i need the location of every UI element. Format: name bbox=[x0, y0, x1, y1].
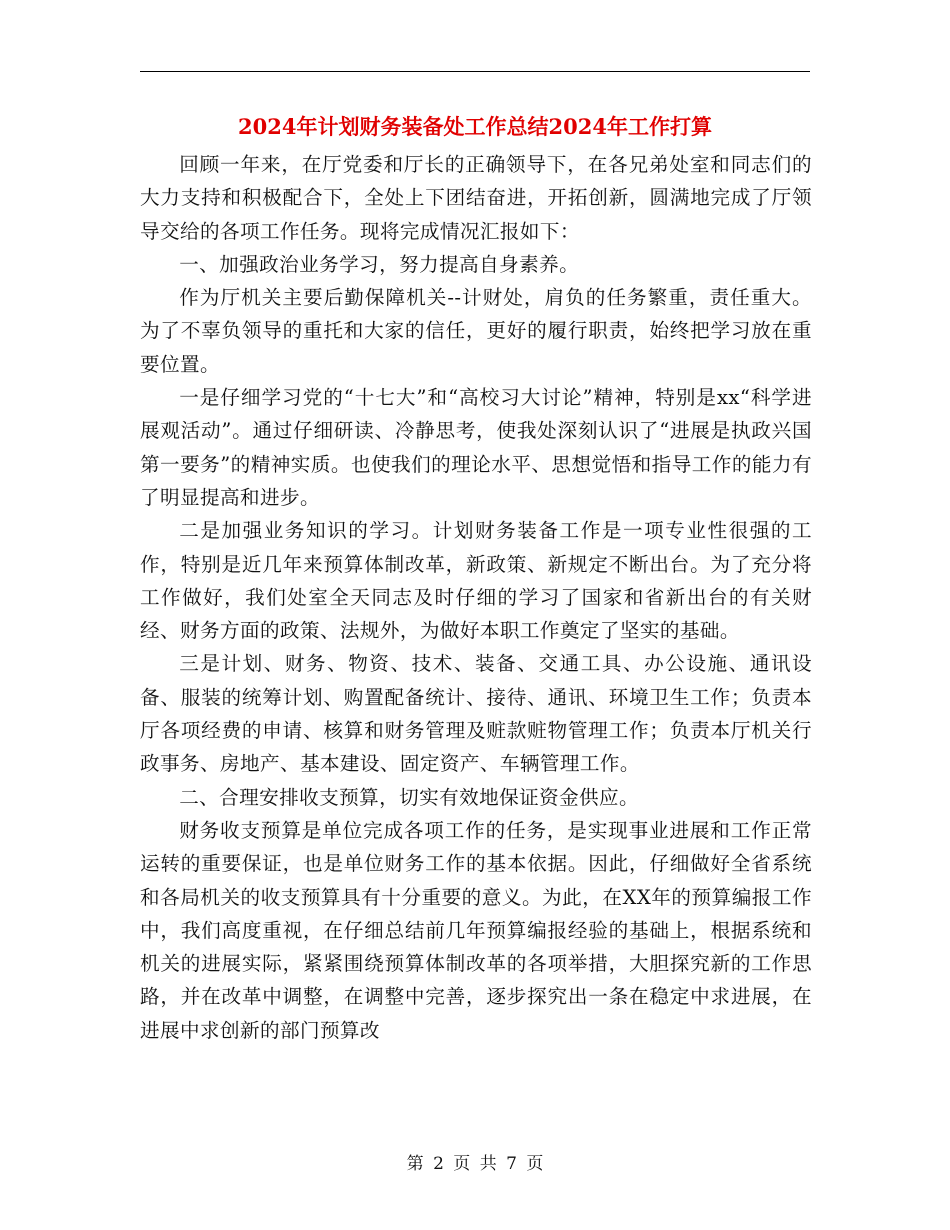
paragraph: 一是仔细学习党的“十七大”和“高校习大讨论”精神，特别是xx“科学进展观活动”。通过仔细研读、冷静思考，使我处深刻认识了“进展是执政兴国第一要务”的精神实质。也使我们的理论水平、思想觉悟和指导工作的能力有了明显提高和进步。 bbox=[140, 386, 812, 509]
header-rule bbox=[140, 71, 810, 72]
page-number: 第 2 页 共 7 页 bbox=[406, 1154, 544, 1174]
paragraph: 作为厅机关主要后勤保障机关--计财处，肩负的任务繁重，责任重大。为了不辜负领导的重托和大家的信任，更好的履行职责，始终把学习放在重要位置。 bbox=[140, 286, 812, 376]
paragraph-intro: 回顾一年来，在厅党委和厅长的正确领导下，在各兄弟处室和同志们的大力支持和积极配合下，全处上下团结奋进，开拓创新，圆满地完成了厅领导交给的各项工作任务。现将完成情况汇报如下： bbox=[140, 153, 812, 243]
section-heading-2: 二、合理安排收支预算，切实有效地保证资金供应。 bbox=[179, 785, 640, 809]
paragraph: 财务收支预算是单位完成各项工作的任务，是实现事业进展和工作正常运转的重要保证，也是单位财务工作的基本依据。因此，仔细做好全省系统和各局机关的收支预算具有十分重要的意义。为此，在XX年的预算编报工作中，我们高度重视，在仔细总结前几年预算编报经验的基础上，根据系统和机关的进展实际，紧紧围绕预算体制改革的各项举措，大胆探究新的工作思路，并在改革中调整，在调整中完善，逐步探究出一条在稳定中求进展，在进展中求创新的部门预算改 bbox=[140, 818, 812, 1042]
paragraph: 二是加强业务知识的学习。计划财务装备工作是一项专业性很强的工作，特别是近几年来预算体制改革，新政策、新规定不断出台。为了充分将工作做好，我们处室全天同志及时仔细的学习了国家和省新出台的有关财经、财务方面的政策、法规外，为做好本职工作奠定了坚实的基础。 bbox=[140, 519, 812, 643]
document-body bbox=[140, 148, 812, 1047]
section-heading-1: 一、加强政治业务学习，努力提高自身素养。 bbox=[179, 252, 580, 276]
paragraph: 三是计划、财务、物资、技术、装备、交通工具、办公设施、通讯设备、服装的统筹计划、购置配备统计、接待、通讯、环境卫生工作；负责本厅各项经费的申请、核算和财务管理及赃款赃物管理工作；负责本厅机关行政事务、房地产、基本建设、固定资产、车辆管理工作。 bbox=[140, 652, 812, 776]
document-title: 2024年计划财务装备处工作总结2024年工作打算 bbox=[238, 114, 712, 139]
